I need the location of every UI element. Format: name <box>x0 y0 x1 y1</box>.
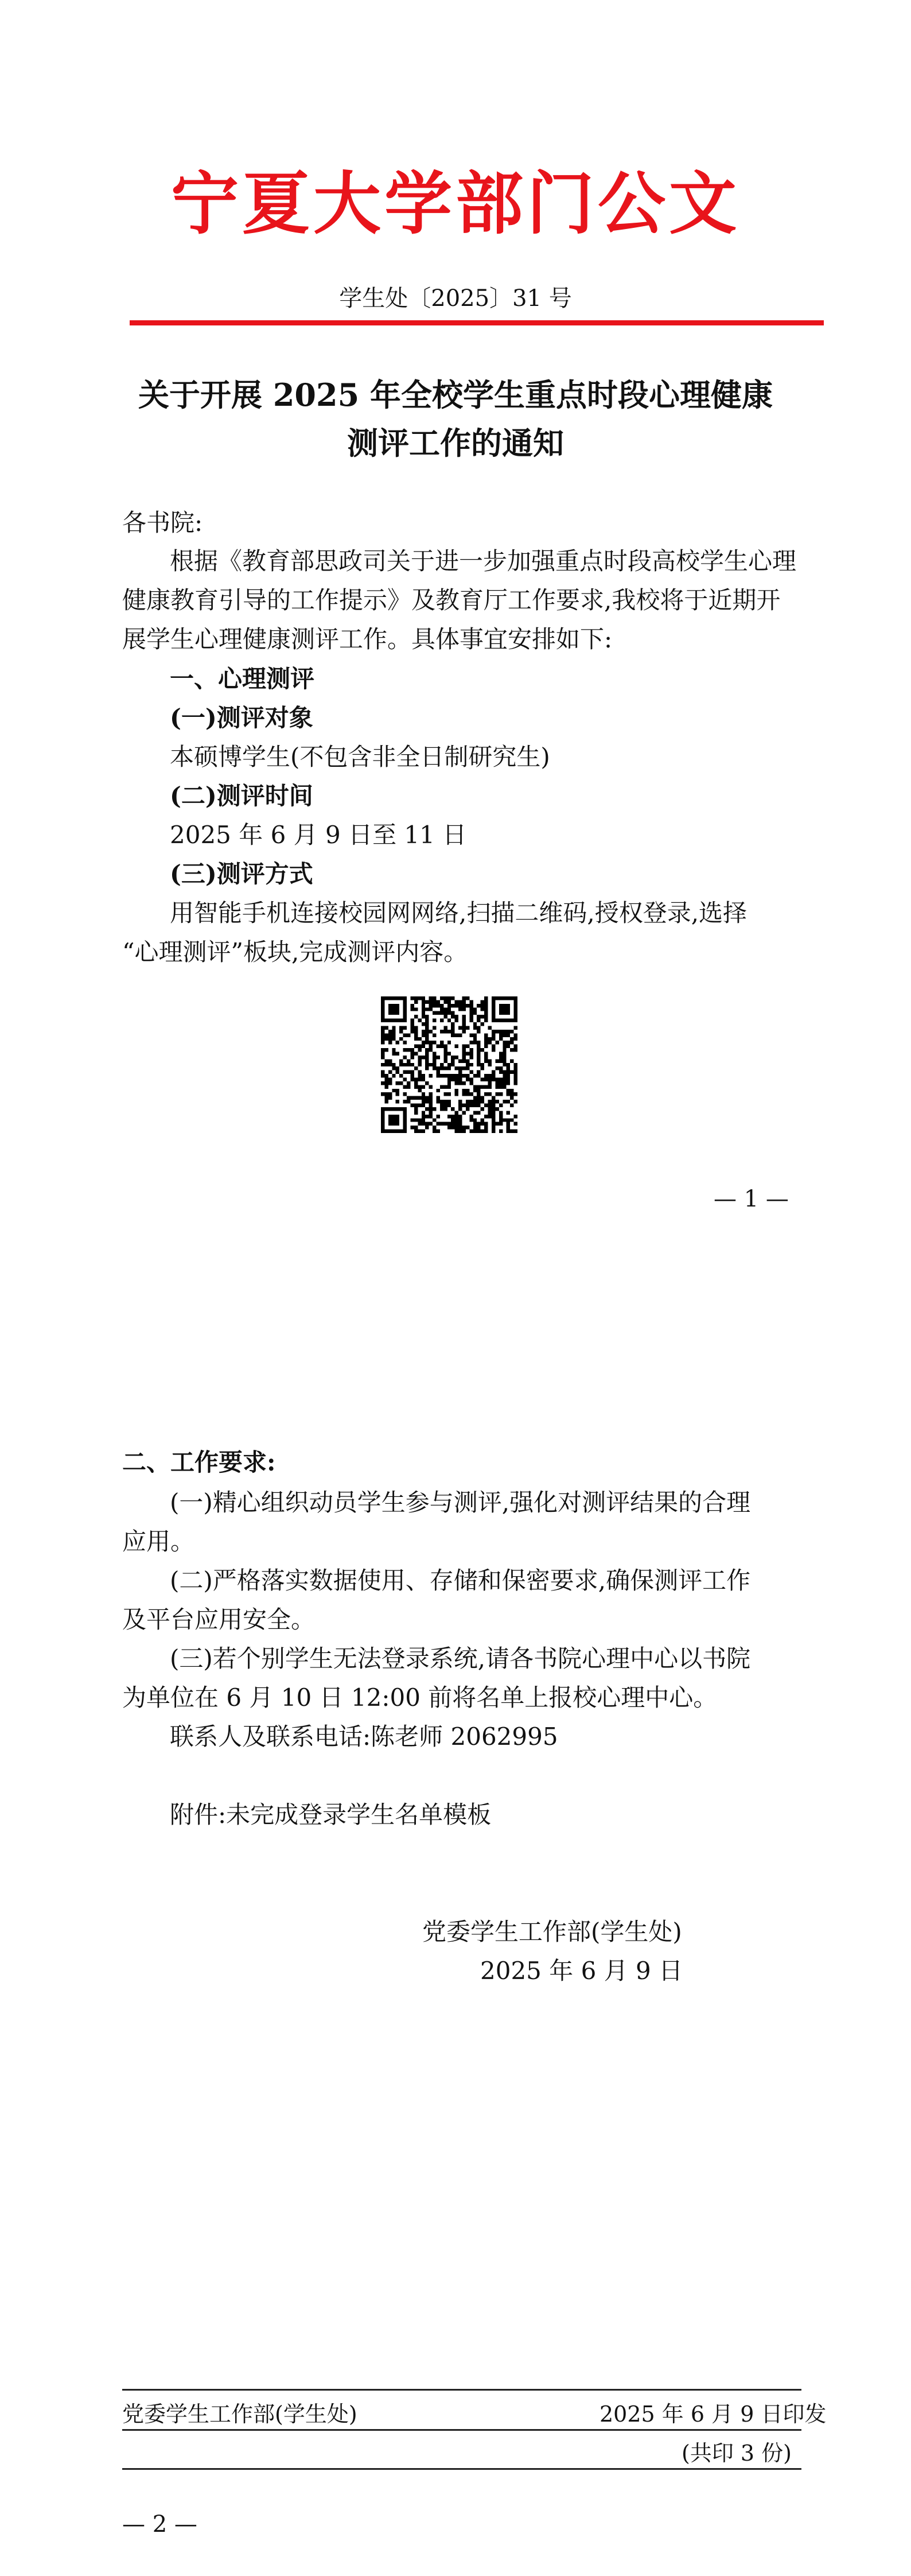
section-heading-requirements: 二、工作要求: <box>122 1448 276 1476</box>
requirement-line: (一)精心组织动员学生参与测评,强化对测评结果的合理 <box>170 1488 751 1516</box>
subheading-time: (二)测评时间 <box>170 782 313 810</box>
salutation: 各书院: <box>122 509 203 537</box>
document-header-title: 宁夏大学部门公文 <box>170 164 740 243</box>
contact-info: 联系人及联系电话:陈老师 2062995 <box>170 1722 558 1751</box>
footer-issuer: 党委学生工作部(学生处) <box>122 2402 357 2427</box>
attachment-line: 附件:未完成登录学生名单模板 <box>170 1801 492 1829</box>
section-heading-evaluation: 一、心理测评 <box>170 665 315 693</box>
requirement-line: 应用。 <box>122 1527 195 1555</box>
subheading-method: (三)测评方式 <box>170 860 313 888</box>
intro-paragraph-line: 根据《教育部思政司关于进一步加强重点时段高校学生心理 <box>170 547 797 575</box>
method-text-line: 用智能手机连接校园网网络,扫描二维码,授权登录,选择 <box>170 899 748 927</box>
requirement-line: 及平台应用安全。 <box>122 1605 316 1634</box>
requirement-line: (三)若个别学生无法登录系统,请各书院心理中心以书院 <box>170 1644 751 1673</box>
subheading-target: (一)测评对象 <box>170 704 313 732</box>
signature-date: 2025 年 6 月 9 日 <box>480 1957 683 1985</box>
requirement-line: 为单位在 6 月 10 日 12:00 前将名单上报校心理中心。 <box>122 1683 718 1712</box>
notice-title-line-2: 测评工作的通知 <box>347 425 564 461</box>
intro-paragraph-line: 展学生心理健康测评工作。具体事宜安排如下: <box>122 625 613 653</box>
notice-title-line-1: 关于开展 2025 年全校学生重点时段心理健康 <box>138 377 773 413</box>
page-number-1: — 1 — <box>714 1186 789 1212</box>
signer-department: 党委学生工作部(学生处) <box>422 1918 682 1946</box>
footer-print-date: 2025 年 6 月 9 日印发 <box>599 2402 827 2427</box>
intro-paragraph-line: 健康教育引导的工作提示》及教育厅工作要求,我校将于近期开 <box>122 586 781 614</box>
method-text-line: “心理测评”板块,完成测评内容。 <box>122 938 468 966</box>
header-red-divider <box>130 320 824 325</box>
target-text: 本硕博学生(不包含非全日制研究生) <box>170 743 550 771</box>
qr-code-icon[interactable] <box>381 996 517 1133</box>
document-number: 学生处〔2025〕31 号 <box>339 285 572 312</box>
page-number-2: — 2 — <box>122 2511 197 2538</box>
footer-copies: (共印 3 份) <box>682 2441 792 2466</box>
requirement-line: (二)严格落实数据使用、存储和保密要求,确保测评工作 <box>170 1566 751 1595</box>
time-text: 2025 年 6 月 9 日至 11 日 <box>170 821 467 849</box>
footer-top-rule <box>122 2389 801 2391</box>
footer-bottom-rule <box>122 2468 801 2470</box>
footer-middle-rule <box>122 2429 801 2431</box>
